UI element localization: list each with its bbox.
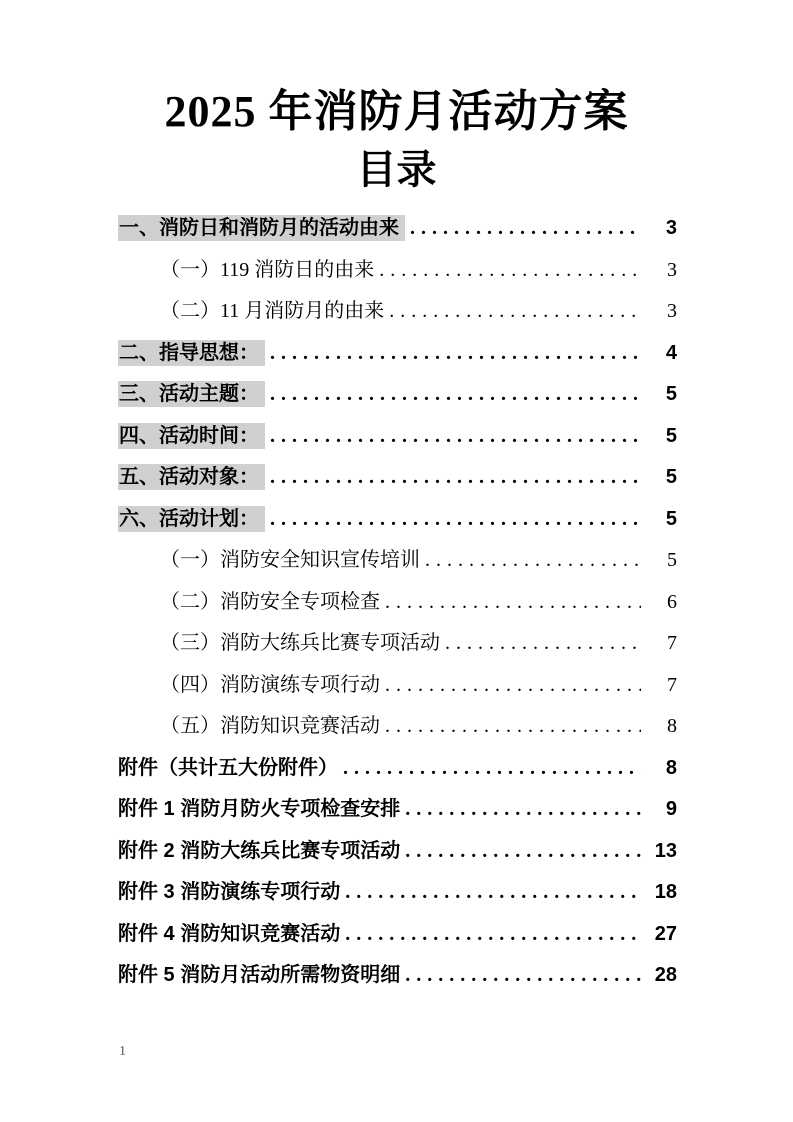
toc-dot-leader [345,914,641,956]
toc-dot-leader [410,208,641,250]
toc-entry-page-number: 8 [665,756,677,779]
toc-entry[interactable] [118,333,677,375]
toc-entry[interactable] [118,291,677,333]
toc-entry-page-number: 28 [654,964,677,986]
toc-entry-label: （五）消防知识竞赛活动 [160,715,380,737]
toc-entry-page-number: 6 [667,590,677,613]
toc-entry-page-number: 5 [665,507,677,530]
toc-dot-leader [385,582,641,624]
toc-dot-leader [270,499,641,541]
toc-entry-label: 二、指导思想： [118,333,265,375]
toc-dot-leader [425,540,641,582]
toc-dot-leader [385,665,641,707]
toc-dot-leader [405,831,641,873]
toc-entry[interactable] [118,208,677,250]
toc-entry[interactable] [118,872,677,914]
toc-entry-label: 附件 1 消防月防火专项检查安排 [118,798,401,820]
toc-entry-label: 六、活动计划： [118,499,265,541]
toc-dot-leader [343,748,641,790]
toc-entry-label: 附件 4 消防知识竞赛活动 [118,922,341,945]
document-title: 2025 年消防月活动方案 [164,87,629,136]
toc-entry-page-number: 3 [665,217,677,239]
toc-entry-page-number: 5 [665,383,677,405]
toc-entry-label: 四、活动时间： [118,416,265,458]
toc-entry[interactable] [118,706,677,748]
toc-entry-label: （二）11 月消防月的由来 [160,300,385,322]
toc-entry[interactable] [118,748,677,790]
toc-entry[interactable] [118,665,677,707]
toc-entry-page-number: 8 [667,715,677,737]
toc-entry-label: 五、活动对象： [118,457,265,499]
toc-entry-page-number: 27 [654,922,677,945]
toc-entry[interactable] [118,789,677,831]
toc-entry-page-number: 9 [665,798,677,820]
toc-dot-leader [385,706,641,748]
toc-entry-label: （四）消防演练专项行动 [160,673,380,696]
toc-entry-page-number: 13 [654,839,677,862]
toc-entry[interactable] [118,499,677,541]
toc-entry-page-number: 5 [665,424,677,447]
toc-entry-label: （一）119 消防日的由来 [160,258,375,281]
toc-heading: 目录 [356,147,437,192]
toc-entry[interactable] [118,914,677,956]
toc-entry-page-number: 7 [667,673,677,696]
toc-entry[interactable] [118,831,677,873]
toc-entry-page-number: 3 [667,300,677,322]
toc-dot-leader [270,333,641,375]
toc-entry-label: 三、活动主题： [118,374,265,416]
toc-list [0,208,793,997]
toc-dot-leader [345,872,641,914]
toc-entry-page-number: 18 [654,881,677,903]
toc-entry-label: 附件（共计五大份附件） [118,756,338,779]
toc-entry-label: 附件 2 消防大练兵比赛专项活动 [118,839,401,862]
toc-dot-leader [389,291,641,333]
toc-dot-leader [405,789,641,831]
footer-page-number: 1 [119,1044,126,1059]
toc-entry[interactable] [118,457,677,499]
toc-entry-page-number: 5 [667,549,677,571]
toc-entry[interactable] [118,416,677,458]
toc-entry-label: 附件 3 消防演练专项行动 [118,881,341,903]
toc-entry[interactable] [118,374,677,416]
toc-entry-label: （一）消防安全知识宣传培训 [160,549,420,571]
toc-entry[interactable] [118,540,677,582]
toc-dot-leader [270,457,641,499]
toc-dot-leader [270,374,641,416]
toc-entry[interactable] [118,623,677,665]
toc-entry-label: （三）消防大练兵比赛专项活动 [160,632,440,654]
toc-entry[interactable] [118,582,677,624]
toc-entry-label: 附件 5 消防月活动所需物资明细 [118,964,401,986]
toc-entry[interactable] [118,250,677,292]
toc-dot-leader [445,623,641,665]
toc-entry-page-number: 5 [665,466,677,488]
toc-dot-leader [379,250,641,292]
toc-dot-leader [405,955,641,997]
toc-entry-label: 一、消防日和消防月的活动由来 [118,208,405,250]
toc-dot-leader [270,416,641,458]
toc-entry-page-number: 4 [665,341,677,364]
toc-entry-label: （二）消防安全专项检查 [160,590,380,613]
toc-entry[interactable] [118,955,677,997]
toc-entry-page-number: 3 [667,258,677,281]
toc-entry-page-number: 7 [667,632,677,654]
